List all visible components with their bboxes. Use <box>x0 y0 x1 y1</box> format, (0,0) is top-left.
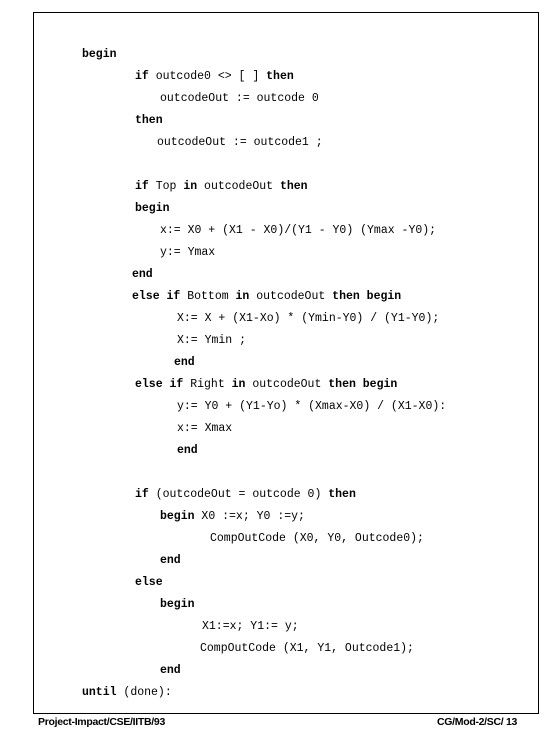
code-line <box>160 510 305 524</box>
code-text: Right <box>183 378 232 391</box>
code-keyword: else if <box>135 378 184 391</box>
code-line <box>177 334 246 348</box>
code-line <box>160 92 319 106</box>
code-line <box>135 114 163 128</box>
code-keyword: in <box>235 290 250 303</box>
code-text: (outcodeOut = outcode 0) <box>148 488 329 501</box>
code-text: outcodeOut <box>197 180 280 193</box>
code-text: Bottom <box>180 290 236 303</box>
code-line <box>177 400 446 414</box>
code-line <box>177 444 198 458</box>
code-line <box>160 246 215 260</box>
code-line <box>135 70 294 84</box>
code-text: X:= Ymin ; <box>177 334 247 347</box>
code-text: x:= Xmax <box>177 422 233 435</box>
code-text: x:= X0 + (X1 - X0)/(Y1 - Y0) (Ymax -Y0); <box>160 224 437 237</box>
code-line <box>177 312 439 326</box>
code-keyword: end <box>174 356 195 369</box>
code-text: X:= X + (X1-Xo) * (Ymin-Y0) / (Y1-Y0); <box>177 312 440 325</box>
code-keyword: then <box>279 180 308 193</box>
code-line <box>210 532 424 546</box>
code-text: y:= Ymax <box>160 246 216 259</box>
slide-frame <box>33 12 539 714</box>
code-keyword: end <box>160 554 181 567</box>
code-text: X0 :=x; Y0 :=y; <box>194 510 305 523</box>
code-line <box>132 268 153 282</box>
code-keyword: if <box>135 488 149 501</box>
code-line <box>160 224 436 238</box>
code-text: outcodeOut <box>245 378 329 391</box>
code-text: outcode0 <> [ ] <box>148 70 267 83</box>
code-line <box>135 378 397 392</box>
code-keyword: in <box>231 378 246 391</box>
code-keyword: end <box>132 268 153 281</box>
code-text: (done): <box>116 686 172 699</box>
code-line <box>135 180 308 194</box>
code-keyword: in <box>183 180 198 193</box>
code-line <box>132 290 401 304</box>
code-line <box>174 356 195 370</box>
code-keyword: end <box>177 444 198 457</box>
code-line <box>160 598 195 612</box>
code-keyword: begin <box>160 510 195 523</box>
code-keyword: else <box>135 576 163 589</box>
code-keyword: then <box>266 70 294 83</box>
code-text: Top <box>148 180 184 193</box>
code-line <box>202 620 299 634</box>
code-keyword: if <box>135 70 149 83</box>
code-keyword: begin <box>82 48 117 61</box>
code-line <box>177 422 232 436</box>
code-keyword: else if <box>132 290 181 303</box>
code-keyword: then <box>135 114 163 127</box>
code-line <box>82 48 117 62</box>
code-keyword: then <box>328 488 356 501</box>
footer-right: CG/Mod-2/SC/ 13 <box>437 716 518 728</box>
code-line <box>82 686 172 700</box>
code-keyword: end <box>160 664 181 677</box>
code-keyword: begin <box>135 202 170 215</box>
footer-left: Project-Impact/CSE/IITB/93 <box>38 716 165 728</box>
code-line <box>135 576 163 590</box>
code-line <box>160 554 181 568</box>
code-text: CompOutCode (X1, Y1, Outcode1); <box>200 642 414 655</box>
code-keyword: begin <box>160 598 195 611</box>
code-text: X1:=x; Y1:= y; <box>202 620 299 633</box>
code-text: outcodeOut := outcode1 ; <box>157 136 323 149</box>
code-line <box>160 664 181 678</box>
code-keyword: until <box>82 686 117 699</box>
code-text: outcodeOut := outcode 0 <box>160 92 319 105</box>
code-text: y:= Y0 + (Y1-Yo) * (Xmax-X0) / (X1-X0): <box>177 400 447 413</box>
code-line <box>200 642 414 656</box>
code-line <box>157 136 323 150</box>
code-text: outcodeOut <box>249 290 333 303</box>
code-keyword: then begin <box>328 378 398 391</box>
code-text: CompOutCode (X0, Y0, Outcode0); <box>210 532 424 545</box>
code-keyword: if <box>135 180 149 193</box>
code-line <box>135 202 170 216</box>
code-keyword: then begin <box>332 290 402 303</box>
code-line <box>135 488 356 502</box>
